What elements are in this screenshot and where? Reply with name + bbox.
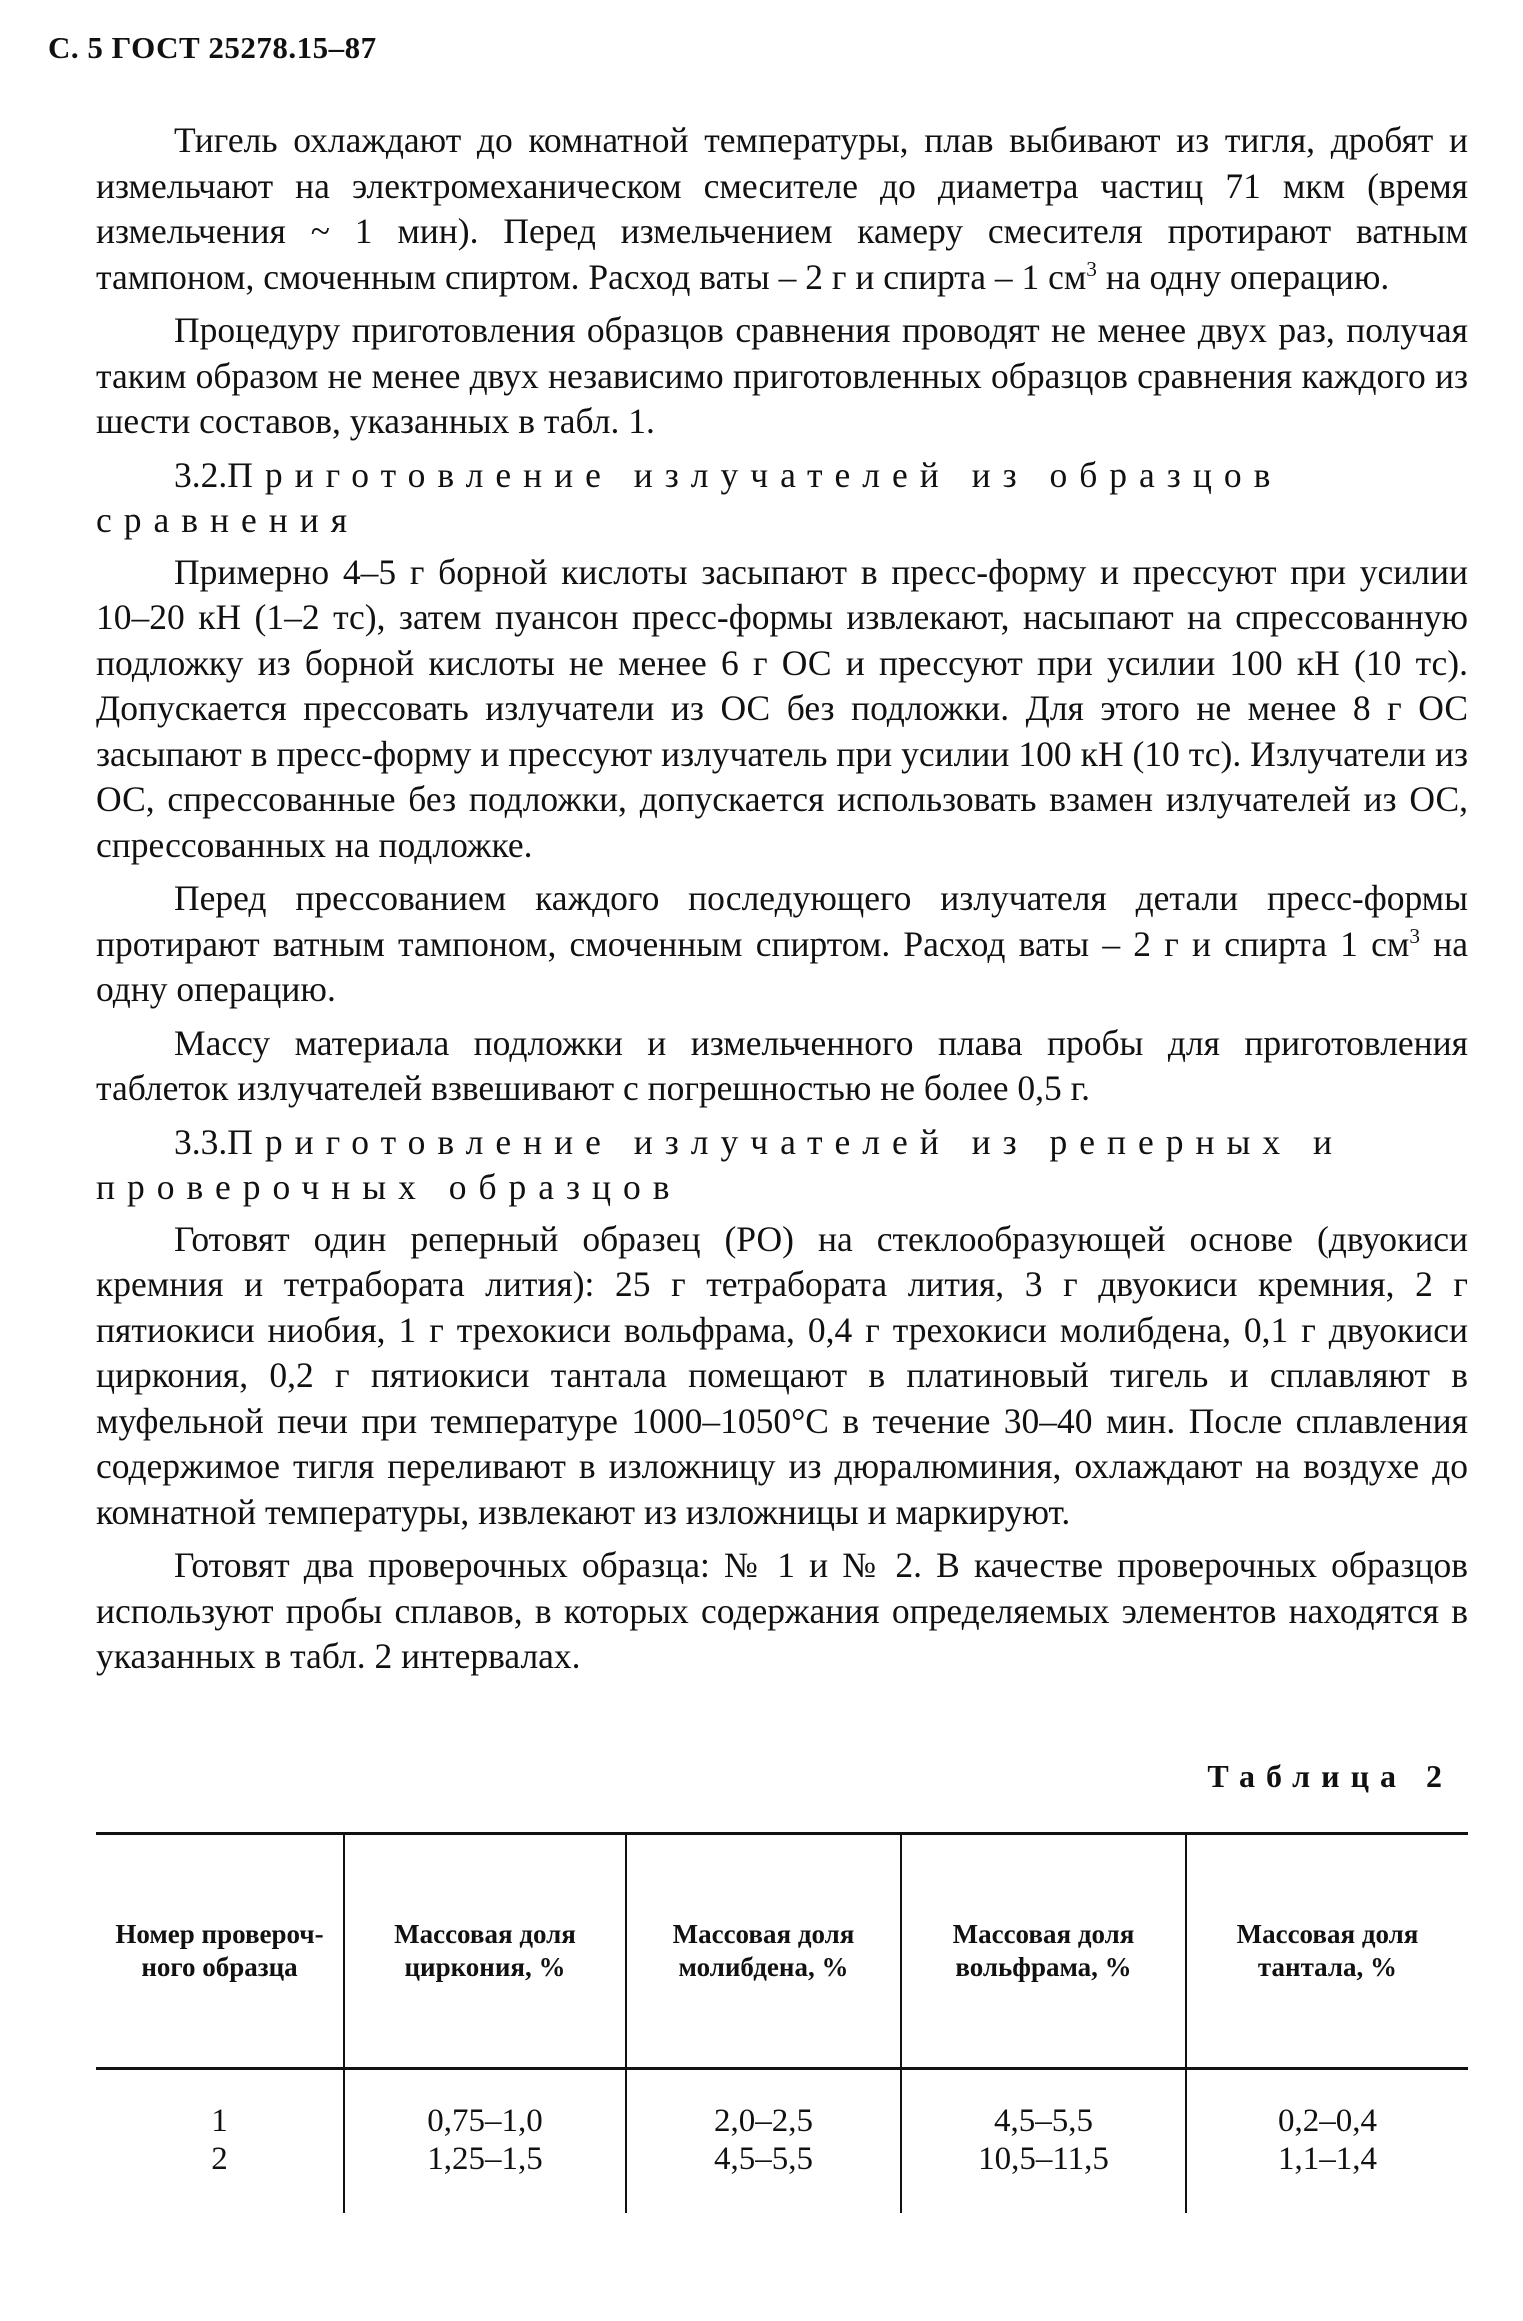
- cell-tantalum: 0,2–0,4 1,1–1,4: [1186, 2069, 1468, 2214]
- page-header: С. 5 ГОСТ 25278.15–87: [48, 30, 377, 65]
- cell-sample-number: 1 2: [211, 2103, 228, 2177]
- table-caption: Таблица 2: [1207, 1758, 1453, 1794]
- header-tantalum: Массовая доля тантала, %: [1186, 1834, 1468, 2069]
- cell-tungsten: 4,5–5,5 10,5–11,5: [901, 2069, 1186, 2214]
- check-samples-table: [96, 1832, 1468, 2213]
- paragraph-procedure-repeat: Процедуру приготовления образцов сравнения проводят не менее двух раз, получая таким образом не менее двух независимо приготовленных образцов сравнения каждого из шести составов, указанных в табл. 1.: [96, 310, 1468, 441]
- header-zirconium: Массовая доля циркония, %: [344, 1834, 626, 2069]
- paragraph-check-samples: Готовят два проверочных образца: № 1 и № 2. В качестве проверочных образцов используют пробы сплавов, в которых содержания определяемых элементов находятся в указанных в табл. 2 интервалах.: [96, 1545, 1468, 1676]
- cell-zirconium: 0,75–1,0 1,25–1,5: [344, 2069, 626, 2214]
- body-text: [96, 118, 1468, 1688]
- header-sample-number: Номер проверочного образца: [96, 1834, 344, 2069]
- paragraph-pressing: Примерно 4–5 г борной кислоты засыпают в пресс-форму и прессуют при усилии 10–20 кН (1–2 тс), затем пуансон пресс-формы извлекают, насыпают на спрессованную подложку из борной кислоты не менее 6 г ОС и прессуют при усилии 100 кН (10 тс). Допускается прессовать излучатели из ОС без подложки. Для этого не менее 8 г ОС засыпают в пресс-форму и прессуют излучатель при усилии 100 кН (10 тс). Излучатели из ОС, спрессованные без подложки, допускается использовать взамен излучателей из ОС, спрессованных на подложке.: [96, 551, 1468, 865]
- paragraph-reference-sample: Готовят один реперный образец (РО) на стеклообразующей основе (двуокиси кремния и тетрабората лития): 25 г тетрабората лития, 3 г двуокиси кремния, 2 г пятиокиси ниобия, 1 г трехокиси вольфрама, 0,4 г трехокиси молибдена, 0,1 г двуокиси циркония, 0,2 г пятиокиси тантала помещают в платиновый тигель и сплавляют в муфельной печи при температуре 1000–1050°С в течение 30–40 мин. После сплавления содержимое тигля переливают в изложницу из дюралюминия, охлаждают на воздухе до комнатной температуры, извлекают из изложницы и маркируют.: [96, 1218, 1468, 1532]
- cell-molybdenum: 2,0–2,5 4,5–5,5: [626, 2069, 901, 2214]
- section-heading-3-2: 3.2.Приготовление излучателей из образцов сравнения: [96, 454, 1283, 540]
- table-2: [96, 1832, 1468, 2213]
- header-molybdenum: Массовая доля молибдена, %: [626, 1834, 901, 2069]
- paragraph-cleaning: Перед прессованием каждого последующего излучателя детали пресс-формы протирают ватным тампоном, смоченным спиртом. Расход ваты – 2 г и спирта 1 $см^3$ на одну операцию.: [96, 878, 1468, 1009]
- paragraph-crucible-cooling: Тигель охлаждают до комнатной температуры, плав выбивают из тигля, дробят и измельчают на электромеханическом смесителе до диаметра частиц 71 мкм (время измельчения ~ 1 мин). Перед измельчением камеру смесителя протирают ватным тампоном, смоченным спиртом. Расход ваты – 2 г и спирта – 1 $см^3$ на одну операцию.: [96, 120, 1468, 297]
- section-heading-3-3: 3.3.Приготовление излучателей из реперных и проверочных образцов: [96, 1121, 1344, 1207]
- paragraph-weighing: Массу материала подложки и измельченного плава пробы для приготовления таблеток излучателей взвешивают с погрешностью не более 0,5 г.: [96, 1022, 1468, 1108]
- table-header-row: [96, 1834, 1468, 2069]
- table-row: [96, 2069, 1468, 2214]
- header-tungsten: Массовая доля вольфрама, %: [901, 1834, 1186, 2069]
